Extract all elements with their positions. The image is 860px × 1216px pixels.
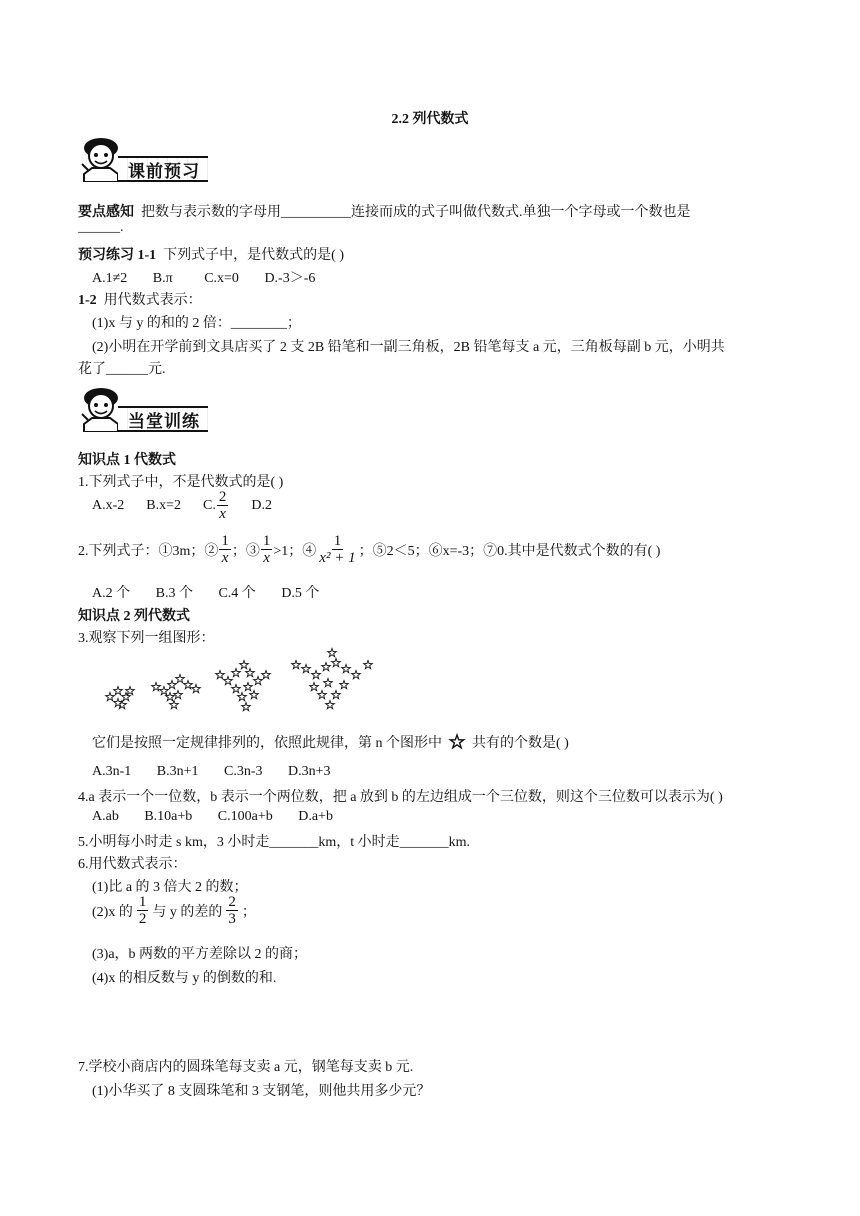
q2-option-b: B.3 个 — [155, 586, 193, 601]
q2-option-c: C.4 个 — [218, 586, 256, 601]
q1-text: 1.下列式子中，不是代数式的是( ) — [78, 475, 284, 490]
figure-2 — [152, 675, 201, 709]
q5-text: 5.小明每小时走 s km，3 小时走_______km，t 小时走_______km. — [78, 835, 471, 850]
kp1-heading: 知识点 1 代数式 — [78, 453, 176, 468]
q2-option-d: D.5 个 — [281, 586, 320, 601]
q3-option-d: D.3n+3 — [288, 764, 331, 779]
q4-option-c: C.100a+b — [217, 809, 273, 824]
q2-fraction-1: $\frac{1}{x}$ — [221, 533, 229, 566]
q3-option-c: C.3n-3 — [224, 764, 263, 779]
q12-label: 1-2 — [78, 293, 97, 308]
q6-part1: (1)比 a 的 3 倍大 2 的数； — [92, 880, 248, 895]
q2-mid-1: ；③ — [231, 544, 260, 559]
kp2-heading: 知识点 2 列代数式 — [78, 609, 190, 624]
q3-desc-a: 它们是按照一定规律排列的，依照此规律，第 n 个图形中 — [92, 736, 442, 751]
q6-fraction-1: $\frac{1}{2}$ — [138, 894, 147, 927]
figure-4 — [292, 649, 373, 709]
q11-option-c: C.x=0 — [204, 271, 239, 286]
figure-1 — [106, 687, 135, 709]
q2-fraction-3: $\frac{1}{\text{x² + 1}}$ — [319, 533, 356, 566]
key-points-text-2: ______. — [78, 220, 124, 235]
q11-label: 预习练习 1-1 — [78, 248, 157, 263]
q2-mid-2: >1；④ — [273, 544, 317, 559]
q2-line — [78, 534, 660, 566]
q1-option-d: D.2 — [251, 498, 272, 513]
star-icon — [448, 733, 466, 751]
q6-fraction-2: $\frac{2}{3}$ — [228, 894, 236, 927]
q2-option-a: A.2 个 — [92, 586, 131, 601]
q3-option-b: B.3n+1 — [156, 764, 199, 779]
q1-option-c-fraction: $\frac{2}{x}$ — [218, 489, 227, 522]
q2-options — [92, 582, 319, 602]
q7-part1: (1)小华买了 8 支圆珠笔和 3 支钢笔，则他共用多少元？ — [92, 1084, 431, 1099]
key-points-line — [78, 201, 691, 221]
q1-options — [92, 490, 272, 522]
q12-text: 用代数式表示： — [103, 293, 202, 308]
preview-banner — [78, 134, 208, 182]
q6-part2-a: (2)x 的 — [92, 905, 133, 920]
q6-text: 6.用代数式表示： — [78, 857, 187, 872]
preview-banner-label: 课前预习 — [118, 156, 208, 182]
q4-option-a: A.ab — [92, 809, 119, 824]
q11-option-b: B.π — [152, 271, 173, 286]
q12-part1: (1)x 与 y 的和的 2 倍：________； — [92, 316, 301, 331]
q4-option-b: B.10a+b — [144, 809, 193, 824]
q1-option-a: A.x-2 — [92, 498, 125, 513]
class-banner — [78, 384, 208, 432]
class-banner-label: 当堂训练 — [118, 406, 208, 432]
q1-option-b: B.x=2 — [146, 498, 182, 513]
q2-prefix: 2.下列式子：①3m；② — [78, 544, 219, 559]
star-pattern-figures — [100, 645, 390, 717]
key-points-text: 把数与表示数的字母用__________连接而成的式子叫做代数式.单独一个字母或一个数也是 — [141, 205, 691, 220]
figure-3 — [216, 661, 271, 711]
q3-desc — [92, 732, 569, 752]
page-title: 2.2 列代数式 — [391, 112, 469, 127]
q4-option-d: D.a+b — [298, 809, 333, 824]
q1-option-c: C. — [203, 498, 216, 513]
q3-options — [92, 764, 331, 780]
q3-desc-b: 共有的个数是( ) — [472, 736, 569, 751]
q4-options — [92, 809, 333, 825]
q12-part2-cont: 花了______元. — [78, 362, 166, 377]
q12-part2: (2)小明在开学前到文具店买了 2 支 2B 铅笔和一副三角板，2B 铅笔每支 a 元，三角板每副 b 元，小明共 — [92, 340, 725, 355]
q2-fraction-2: $\frac{1}{x}$ — [262, 533, 271, 566]
q7-text: 7.学校小商店内的圆珠笔每支卖 a 元，钢笔每支卖 b 元. — [78, 1060, 414, 1075]
q6-part4: (4)x 的相反数与 y 的倒数的和. — [92, 971, 277, 986]
q6-part2-b: 与 y 的差的 — [152, 905, 223, 920]
q11-option-d: D.-3＞-6 — [264, 271, 316, 286]
q3-option-a: A.3n-1 — [92, 764, 132, 779]
key-points-label: 要点感知 — [78, 205, 134, 220]
q11-line — [78, 244, 344, 264]
q11-option-a: A.1≠2 — [92, 271, 128, 286]
q6-part3: (3)a，b 两数的平方差除以 2 的商； — [92, 947, 308, 962]
q4-text: 4.a 表示一个一位数，b 表示一个两位数，把 a 放到 b 的左边组成一个三位数，则这个三位数可以表示为( ) — [78, 790, 723, 805]
q6-part2-c: ； — [241, 905, 256, 920]
q11-options — [92, 267, 315, 287]
q12-line — [78, 289, 202, 309]
q11-text: 下列式子中，是代数式的是( ) — [163, 248, 344, 263]
q2-suffix: ；⑤2＜5；⑥x=-3；⑦0.其中是代数式个数的有( ) — [358, 544, 661, 559]
q6-part2 — [92, 895, 256, 927]
q3-text: 3.观察下列一组图形： — [78, 631, 215, 646]
